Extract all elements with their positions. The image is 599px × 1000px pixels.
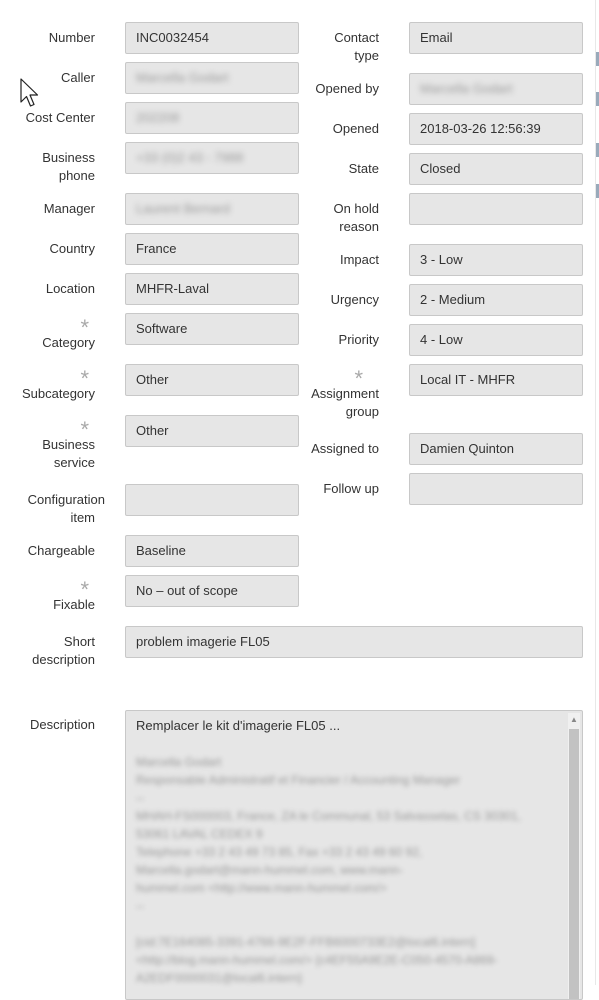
description-content xyxy=(136,717,556,987)
assignment-group-label xyxy=(311,366,379,421)
on-hold-reason-select[interactable] xyxy=(409,193,583,225)
caller-field[interactable] xyxy=(125,62,299,94)
configuration-item-label xyxy=(28,491,105,527)
number-field[interactable]: INC0032454 xyxy=(125,22,299,54)
description-blurred-lines xyxy=(136,753,556,987)
location-field[interactable]: MHFR-Laval xyxy=(125,273,299,305)
subcategory-select[interactable]: Other xyxy=(125,364,299,396)
configuration-item-label-line2: item xyxy=(70,510,95,525)
opened-by-field[interactable] xyxy=(409,73,583,105)
subcategory-label xyxy=(22,366,95,403)
urgency-label: Urgency xyxy=(330,292,379,307)
opened-by-value: Marcella Godart xyxy=(420,81,513,96)
contact-type-label xyxy=(334,29,379,65)
business-phone-label xyxy=(42,149,95,185)
required-asterisk-icon: * xyxy=(80,577,89,602)
assignment-group-label-line2: group xyxy=(345,404,379,419)
cost-center-label: Cost Center xyxy=(25,110,95,125)
scroll-up-arrow-icon[interactable]: ▲ xyxy=(570,715,578,724)
configuration-item-label-line1: Configuration xyxy=(27,492,105,507)
caller-value: Marcella Godart xyxy=(136,70,229,85)
configuration-item-field[interactable] xyxy=(125,484,299,516)
description-label: Description xyxy=(29,717,95,732)
manager-field[interactable] xyxy=(125,193,299,225)
description-line: -- xyxy=(136,791,144,805)
assigned-to-field[interactable]: Damien Quinton xyxy=(409,433,583,465)
fixable-label xyxy=(53,577,95,614)
assignment-group-field[interactable]: Local IT - MHFR xyxy=(409,364,583,396)
business-phone-value: +33 (0)2 43 - 7988 xyxy=(136,150,244,165)
description-line: Marcella Godart xyxy=(136,755,222,769)
business-service-label-line1: Business xyxy=(42,437,95,452)
short-description-label-line1: Short xyxy=(63,634,95,649)
impact-select[interactable]: 3 - Low xyxy=(409,244,583,276)
description-line: Telephone +33 2 43 49 73 85, Fax +33 2 43 49 60 92, xyxy=(136,845,423,859)
opened-label: Opened xyxy=(332,121,379,136)
on-hold-reason-label xyxy=(333,200,379,236)
mouse-cursor-icon xyxy=(20,78,40,110)
on-hold-reason-label-line1: On hold xyxy=(333,201,379,216)
on-hold-reason-label-line2: reason xyxy=(339,219,379,234)
chargeable-label: Chargeable xyxy=(27,543,95,558)
description-line: A2EDF0000031@local6.intern} xyxy=(136,971,303,985)
business-service-label-line2: service xyxy=(53,455,95,470)
description-textarea[interactable] xyxy=(125,710,583,1000)
number-label: Number xyxy=(48,30,95,45)
location-label: Location xyxy=(45,281,95,296)
scroll-thumb[interactable] xyxy=(569,729,579,999)
state-label: State xyxy=(348,161,379,176)
short-description-field[interactable]: problem imagerie FL05 xyxy=(125,626,583,658)
fixable-label-text: Fixable xyxy=(53,597,95,612)
category-label-text: Category xyxy=(42,335,95,350)
business-service-field[interactable]: Other xyxy=(125,415,299,447)
category-label xyxy=(42,315,95,352)
contact-type-label-line2: type xyxy=(354,48,379,63)
description-line: -- xyxy=(136,899,144,913)
manager-value: Laurent Bernard xyxy=(136,201,230,216)
description-line: Responsable Administratif et Financier / Accounting Manager xyxy=(136,773,461,787)
description-line: 53061 LAVAL CEDEX 9 xyxy=(136,827,263,841)
priority-label: Priority xyxy=(338,332,379,347)
description-first-line: Remplacer le kit d'imagerie FL05 ... xyxy=(136,718,341,733)
required-asterisk-icon: * xyxy=(354,366,363,391)
required-asterisk-icon: * xyxy=(80,366,89,391)
business-phone-label-line2: phone xyxy=(58,168,95,183)
business-phone-field[interactable] xyxy=(125,142,299,174)
required-asterisk-icon: * xyxy=(80,315,89,340)
description-line: Marcella.godart@mann-hummel.com, www.mann- xyxy=(136,863,403,877)
country-label: Country xyxy=(49,241,95,256)
follow-up-field[interactable] xyxy=(409,473,583,505)
cost-center-field[interactable] xyxy=(125,102,299,134)
description-line: hummel.com <http://www.mann-hummel.com/> xyxy=(136,881,387,895)
description-line: [cid:7E164085-3391-4766-9E2F-FFB6000733E2@local6.intern] xyxy=(136,935,476,949)
country-field[interactable]: France xyxy=(125,233,299,265)
description-line: MHAH-FS000003, France, ZA le Communal, 53 Salvasselas, CS 30301, xyxy=(136,809,521,823)
required-asterisk-icon: * xyxy=(80,417,89,442)
urgency-select[interactable]: 2 - Medium xyxy=(409,284,583,316)
priority-field[interactable]: 4 - Low xyxy=(409,324,583,356)
short-description-label-line2: description xyxy=(32,652,95,667)
subcategory-label-text: Subcategory xyxy=(22,386,95,401)
business-phone-label-line1: Business xyxy=(42,150,95,165)
opened-by-label: Opened by xyxy=(315,81,379,96)
manager-label: Manager xyxy=(43,201,95,216)
caller-label: Caller xyxy=(61,70,95,85)
business-service-label xyxy=(42,417,95,472)
assigned-to-label: Assigned to xyxy=(311,441,379,456)
fixable-select[interactable]: No – out of scope xyxy=(125,575,299,607)
chargeable-select[interactable]: Baseline xyxy=(125,535,299,567)
contact-type-label-line1: Contact xyxy=(334,30,379,45)
cost-center-value: 202208 xyxy=(136,110,180,125)
short-description-label xyxy=(32,633,95,669)
description-line xyxy=(136,915,556,933)
state-select[interactable]: Closed xyxy=(409,153,583,185)
contact-type-select[interactable]: Email xyxy=(409,22,583,54)
category-select[interactable]: Software xyxy=(125,313,299,345)
opened-field[interactable]: 2018-03-26 12:56:39 xyxy=(409,113,583,145)
follow-up-label: Follow up xyxy=(323,481,379,496)
assignment-group-label-line1: Assignment xyxy=(311,386,379,401)
description-line: <http://blog.mann-hummel.com/> {c4EF55A9E2E-C050-4570-A869- xyxy=(136,953,498,967)
impact-label: Impact xyxy=(339,252,379,267)
description-scrollbar[interactable] xyxy=(568,713,580,999)
